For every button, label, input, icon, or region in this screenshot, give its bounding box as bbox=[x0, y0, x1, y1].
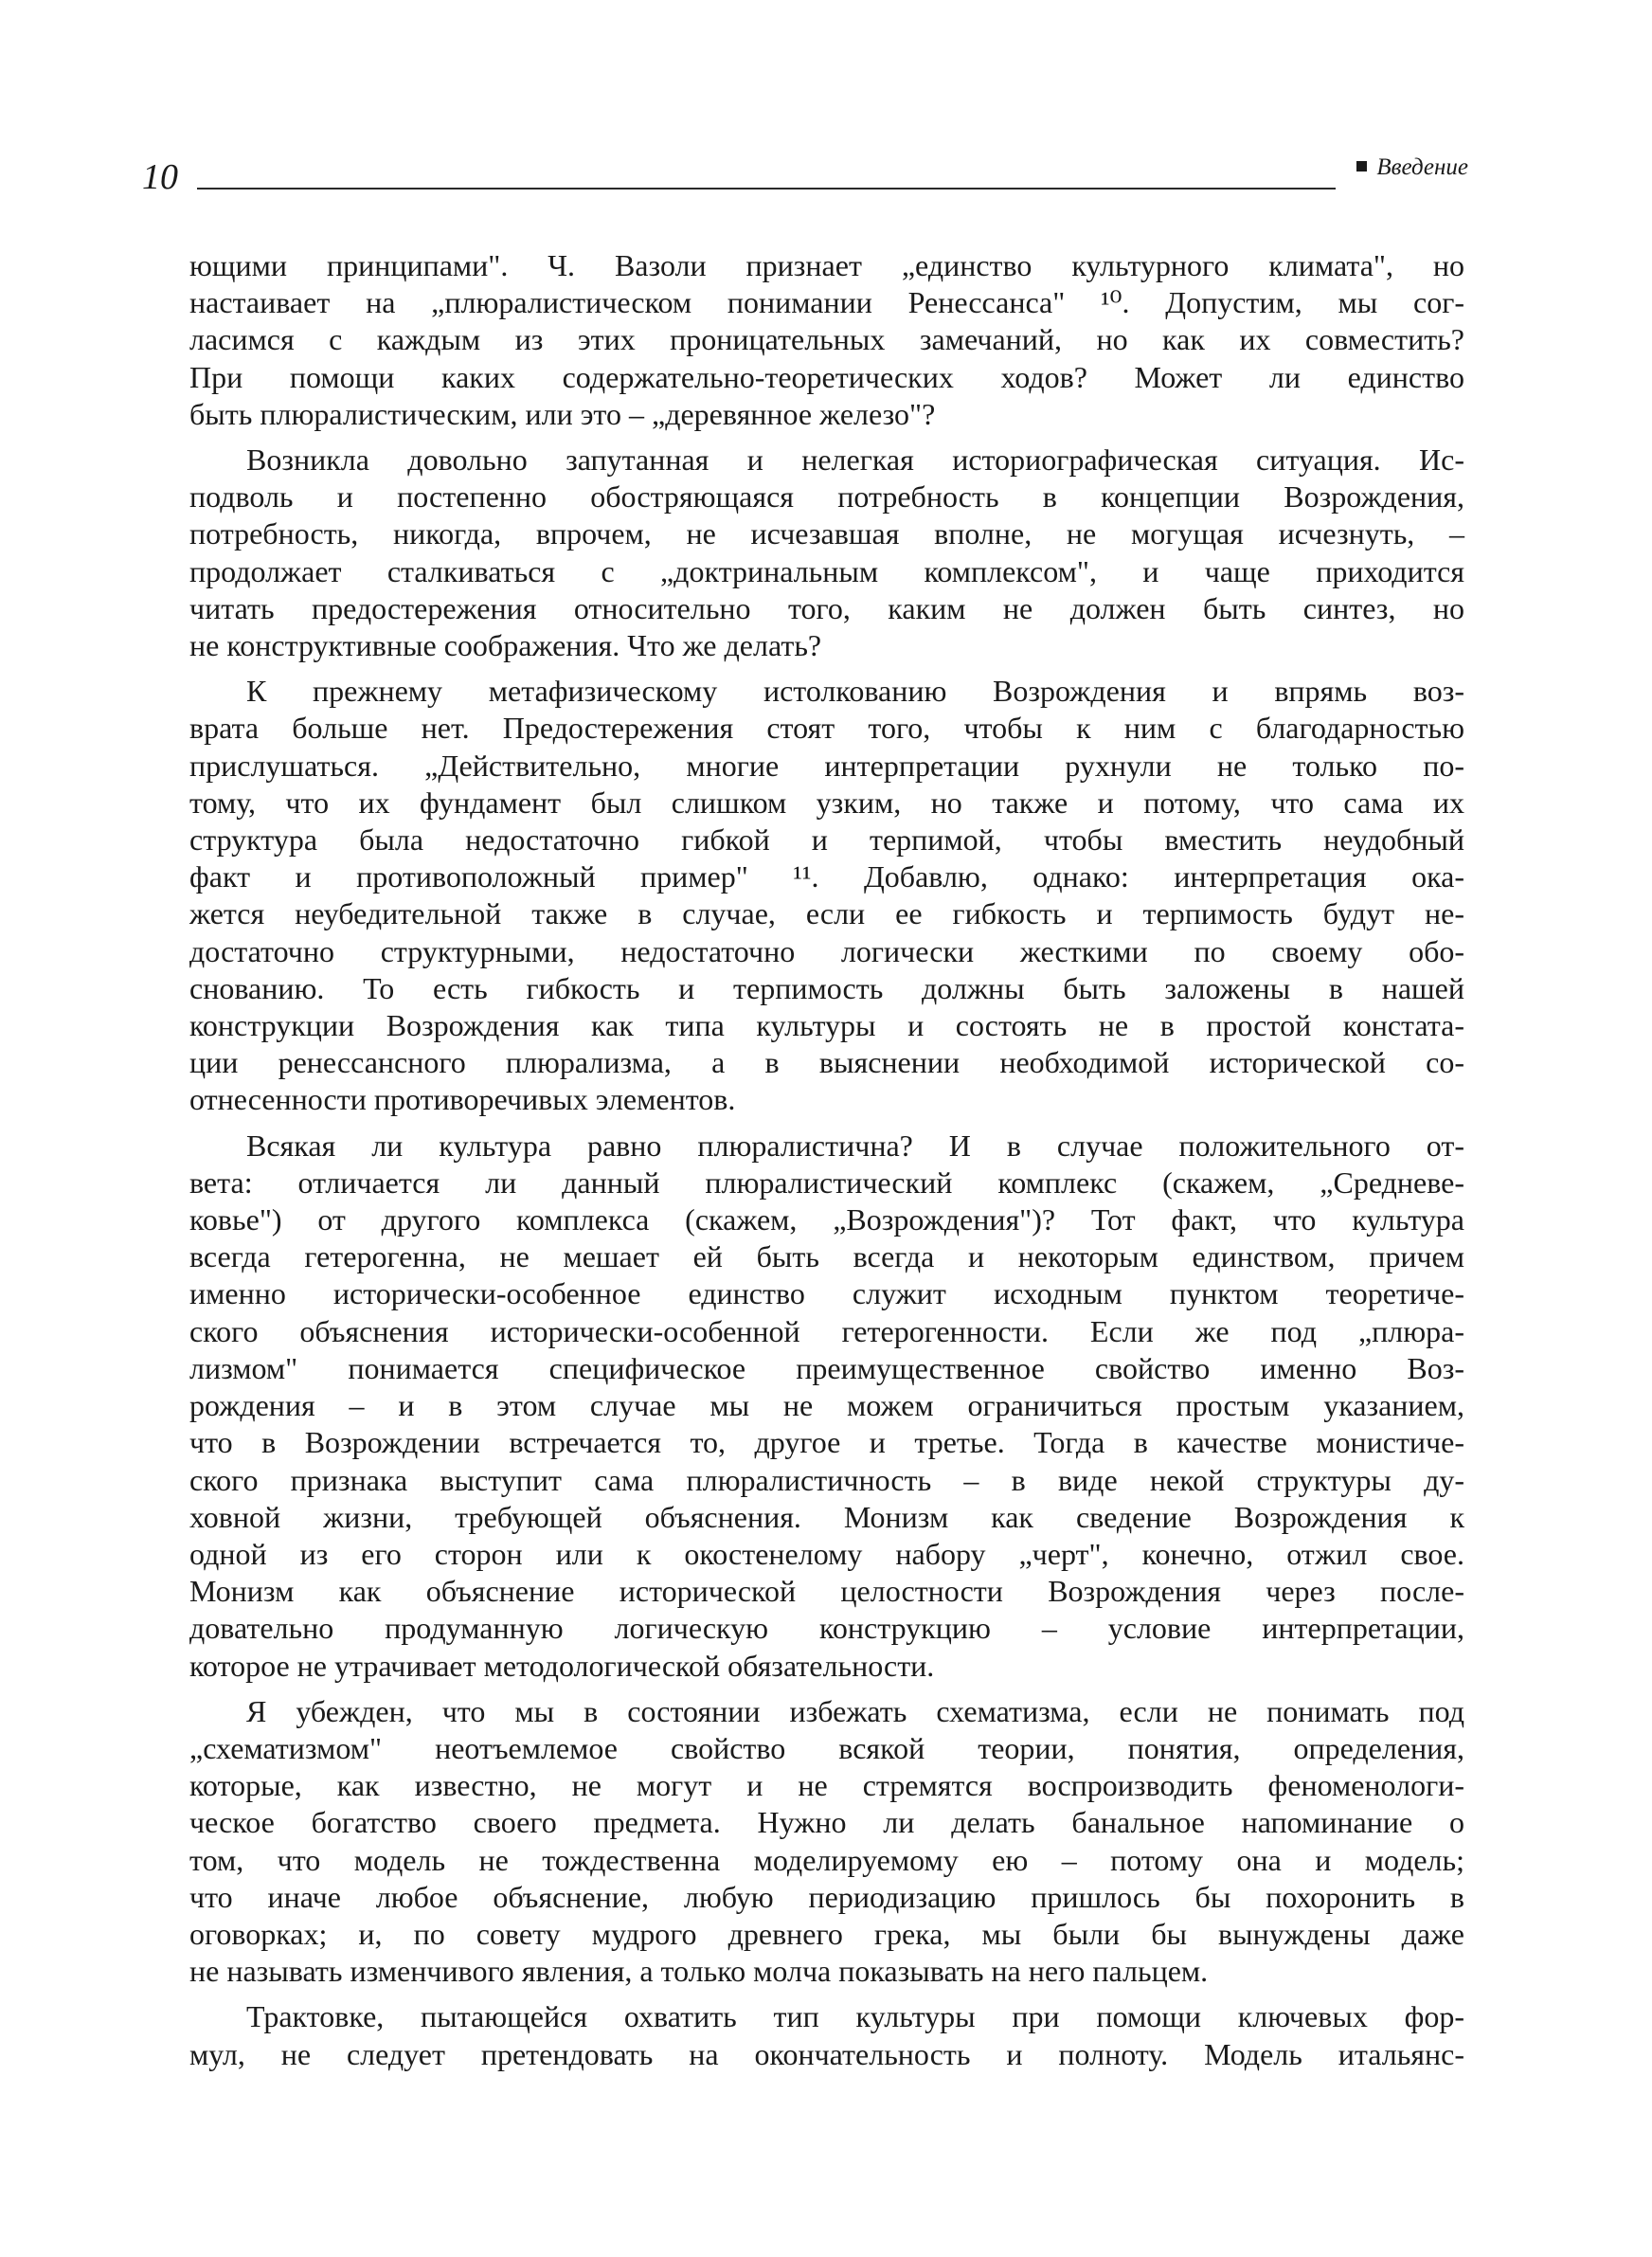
text-line: Я убежден, что мы в состоянии избежать схематизма, если не понимать под bbox=[246, 1693, 1464, 1728]
text-line: Трактовке, пытающейся охватить тип культуры при помощи ключевых фор- bbox=[246, 1999, 1464, 2034]
text-line: снованию. То есть гибкость и терпимость должны быть заложены в нашей bbox=[189, 970, 1464, 1005]
text-line: том, что модель не тождественна моделируемому ею – потому она и модель; bbox=[189, 1842, 1464, 1877]
text-line: ковье") от другого комплекса (скажем, „Возрождения")? Тот факт, что культура bbox=[189, 1202, 1464, 1237]
text-line: отнесенности противоречивых элементов. bbox=[189, 1082, 736, 1117]
text-line: что в Возрождении встречается то, другое и третье. Тогда в качестве монистиче- bbox=[189, 1425, 1464, 1460]
text-line: ции ренессансного плюрализма, а в выяснении необходимой исторической со- bbox=[189, 1045, 1464, 1080]
text-line: настаивает на „плюралистическом понимании Ренессанса" ¹⁰. Допустим, мы сог- bbox=[189, 285, 1464, 320]
text-line: рождения – и в этом случае мы не можем ограничиться простым указанием, bbox=[189, 1388, 1464, 1423]
paragraph bbox=[189, 442, 1464, 664]
section-title-text: Введение bbox=[1376, 154, 1468, 180]
text-line: которое не утрачивает методологической обязательности. bbox=[189, 1648, 935, 1683]
text-line: быть плюралистическим, или это – „деревянное железо"? bbox=[189, 396, 936, 431]
page-number: 10 bbox=[142, 157, 178, 197]
paragraph bbox=[189, 247, 1464, 433]
text-line: ческое богатство своего предмета. Нужно ли делать банальное напоминание о bbox=[189, 1805, 1464, 1840]
running-head bbox=[142, 152, 1468, 208]
text-line: тому, что их фундамент был слишком узким, но также и потому, что сама их bbox=[189, 785, 1464, 820]
text-line: довательно продуманную логическую конструкцию – условие интерпретации, bbox=[189, 1611, 1464, 1646]
paragraph bbox=[189, 673, 1464, 1118]
text-line: „схематизмом" неотъемлемое свойство всякой теории, понятия, определения, bbox=[189, 1730, 1464, 1765]
text-line: прислушаться. „Действительно, многие интерпретации рухнули не только по- bbox=[189, 748, 1464, 783]
text-line: При помощи каких содержательно-теоретических ходов? Может ли единство bbox=[189, 359, 1464, 394]
text-line: которые, как известно, не могут и не стремятся воспроизводить феноменологи- bbox=[189, 1768, 1464, 1803]
text-line: Монизм как объяснение исторической целостности Возрождения через после- bbox=[189, 1574, 1464, 1609]
text-line: всегда гетерогенна, не мешает ей быть всегда и некоторым единством, причем bbox=[189, 1239, 1464, 1274]
text-line: жется неубедительной также в случае, если ее гибкость и терпимость будут не- bbox=[189, 896, 1464, 931]
text-line: потребность, никогда, впрочем, не исчезавшая вполне, не могущая исчезнуть, – bbox=[189, 516, 1464, 551]
text-line: не конструктивные соображения. Что же делать? bbox=[189, 628, 822, 663]
header-rule bbox=[197, 188, 1336, 190]
text-line: Возникла довольно запутанная и нелегкая историографическая ситуация. Ис- bbox=[246, 442, 1464, 478]
text-line: факт и противоположный пример" ¹¹. Добавлю, однако: интерпретация ока- bbox=[189, 859, 1464, 894]
text-line: конструкции Возрождения как типа культуры и состоять не в простой констата- bbox=[189, 1008, 1464, 1043]
text-line: оговорках; и, по совету мудрого древнего грека, мы были бы вынуждены даже bbox=[189, 1916, 1464, 1951]
text-line: одной из его сторон или к окостенелому набору „черт", конечно, отжил свое. bbox=[189, 1536, 1464, 1571]
text-line: вета: отличается ли данный плюралистический комплекс (скажем, „Средневе- bbox=[189, 1165, 1464, 1200]
text-line: лизмом" понимается специфическое преимущественное свойство именно Воз- bbox=[189, 1350, 1464, 1385]
text-line: что иначе любое объяснение, любую периодизацию пришлось бы похоронить в bbox=[189, 1879, 1464, 1914]
text-line: ласимся с каждым из этих проницательных замечаний, но как их совместить? bbox=[189, 322, 1464, 357]
text-line: именно исторически-особенное единство служит исходным пунктом теоретиче- bbox=[189, 1276, 1464, 1311]
square-bullet-icon bbox=[1356, 161, 1367, 172]
text-line: ющими принципами". Ч. Вазоли признает „единство культурного климата", но bbox=[189, 248, 1464, 282]
text-line: ского признака выступит сама плюралистичность – в виде некой структуры ду- bbox=[189, 1462, 1464, 1497]
text-line: подволь и постепенно обостряющаяся потребность в концепции Возрождения, bbox=[189, 479, 1464, 515]
text-line: читать предостережения относительно того, каким не должен быть синтез, но bbox=[189, 590, 1464, 625]
paragraph bbox=[189, 1998, 1464, 2072]
paragraph bbox=[189, 1128, 1464, 1685]
text-line: мул, не следует претендовать на окончательность и полноту. Модель итальянс- bbox=[189, 2036, 1464, 2071]
text-line: структура была недостаточно гибкой и терпимой, чтобы вместить неудобный bbox=[189, 822, 1464, 858]
text-line: врата больше нет. Предостережения стоят того, чтобы к ним с благодарностью bbox=[189, 711, 1464, 746]
text-line: Всякая ли культура равно плюралистична? И в случае положительного от- bbox=[246, 1128, 1464, 1163]
paragraph bbox=[189, 1693, 1464, 1991]
text-line: ского объяснения исторически-особенной гетерогенности. Если же под „плюра- bbox=[189, 1313, 1464, 1348]
text-line: достаточно структурными, недостаточно логически жесткими по своему обо- bbox=[189, 933, 1464, 968]
text-line: К прежнему метафизическому истолкованию Возрождения и впрямь воз- bbox=[246, 674, 1464, 709]
text-line: не называть изменчивого явления, а только молча показывать на него пальцем. bbox=[189, 1954, 1209, 1989]
body-text bbox=[189, 247, 1464, 2082]
text-line: продолжает сталкиваться с „доктринальным комплексом", и чаще приходится bbox=[189, 553, 1464, 588]
text-line: ховной жизни, требующей объяснения. Монизм как сведение Возрождения к bbox=[189, 1499, 1464, 1534]
section-title bbox=[1356, 155, 1468, 179]
